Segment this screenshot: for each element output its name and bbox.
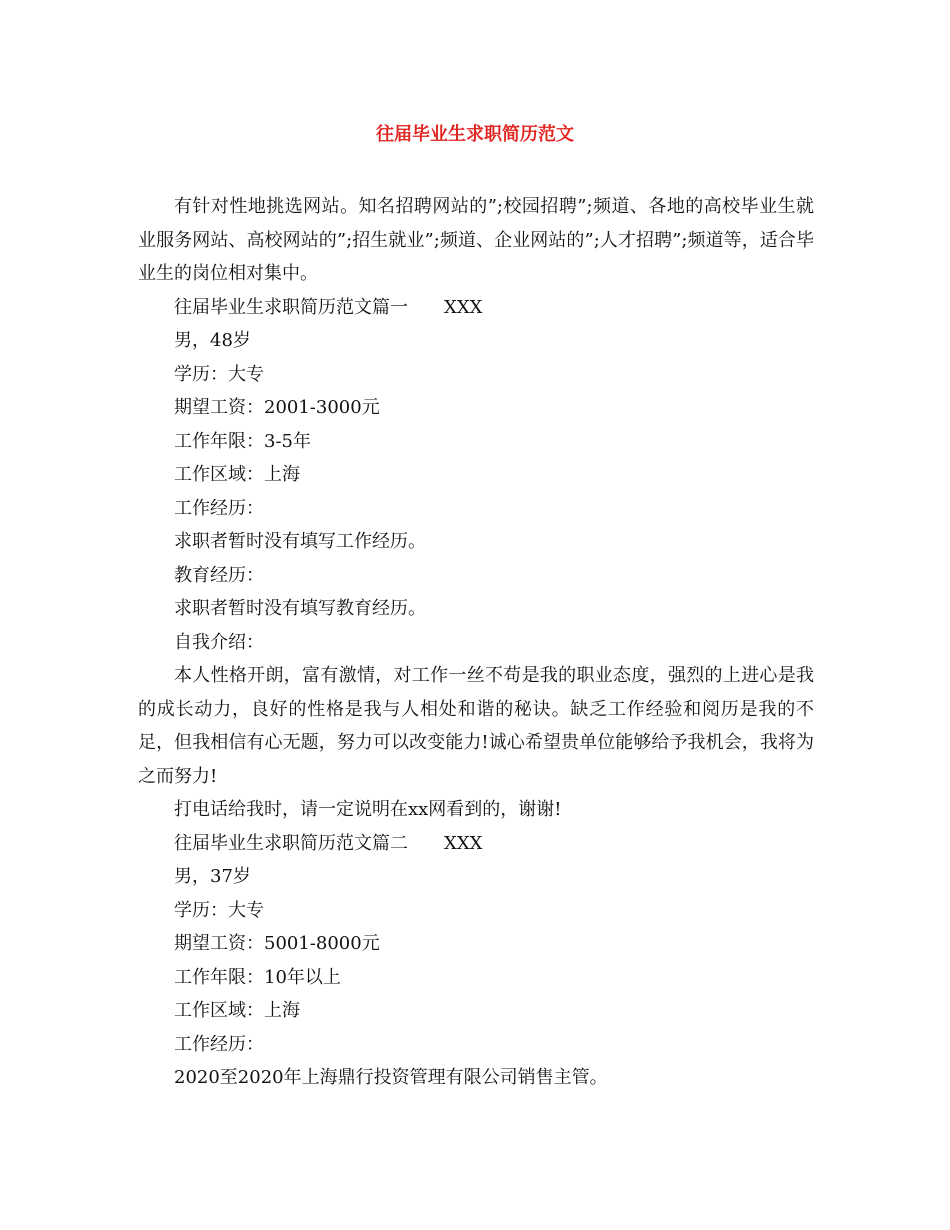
intro-paragraph: 有针对性地挑选网站。知名招聘网站的”;校园招聘”;频道、各地的高校毕业生就业服务网站、高校网站的”;招生就业”;频道、企业网站的”;人才招聘”;频道等，适合毕业生的岗位相对集中。 bbox=[138, 196, 814, 284]
resume1-edu-label: 教育经历： bbox=[174, 564, 264, 586]
resume1-education: 学历：大专 bbox=[174, 363, 264, 385]
resume1-work-label: 工作经历： bbox=[174, 497, 264, 519]
resume2-work-text: 2020至2020年上海鼎行投资管理有限公司销售主管。 bbox=[174, 1067, 608, 1088]
resume2-work-label: 工作经历： bbox=[174, 1033, 264, 1055]
resume1-heading-line bbox=[138, 291, 814, 325]
resume1-area: 工作区域：上海 bbox=[174, 464, 300, 485]
resume1-heading: 往届毕业生求职简历范文篇一 bbox=[174, 296, 408, 318]
resume2-area: 工作区域：上海 bbox=[174, 1000, 300, 1021]
document-body bbox=[138, 190, 814, 1095]
resume1-work-text: 求职者暂时没有填写工作经历。 bbox=[174, 531, 426, 552]
resume2-years: 工作年限：10年以上 bbox=[174, 966, 341, 988]
resume1-salary: 期望工资：2001-3000元 bbox=[174, 397, 380, 418]
resume1-edu-text: 求职者暂时没有填写教育经历。 bbox=[174, 598, 426, 619]
resume1-intro-label: 自我介绍： bbox=[174, 631, 264, 653]
resume2-gender-age: 男，37岁 bbox=[174, 866, 251, 887]
resume2-heading: 往届毕业生求职简历范文篇二 bbox=[174, 832, 408, 854]
resume1-name: XXX bbox=[444, 296, 483, 318]
resume1-gender-age: 男，48岁 bbox=[174, 330, 251, 351]
resume1-call-note: 打电话给我时，请一定说明在xx网看到的，谢谢! bbox=[174, 799, 562, 820]
resume2-heading-line bbox=[138, 827, 814, 861]
resume1-years: 工作年限：3-5年 bbox=[174, 430, 311, 452]
resume2-salary: 期望工资：5001-8000元 bbox=[174, 933, 380, 954]
resume2-name: XXX bbox=[444, 832, 483, 854]
resume1-intro-text: 本人性格开朗，富有激情，对工作一丝不苟是我的职业态度，强烈的上进心是我的成长动力，良好的性格是我与人相处和谐的秘诀。缺乏工作经验和阅历是我的不足，但我相信有心无题，努力可以改变能力!诚心希望贵单位能够给予我机会，我将为之而努力! bbox=[138, 665, 814, 787]
resume2-education: 学历：大专 bbox=[174, 899, 264, 921]
page-title: 往届毕业生求职简历范文 bbox=[376, 124, 574, 145]
